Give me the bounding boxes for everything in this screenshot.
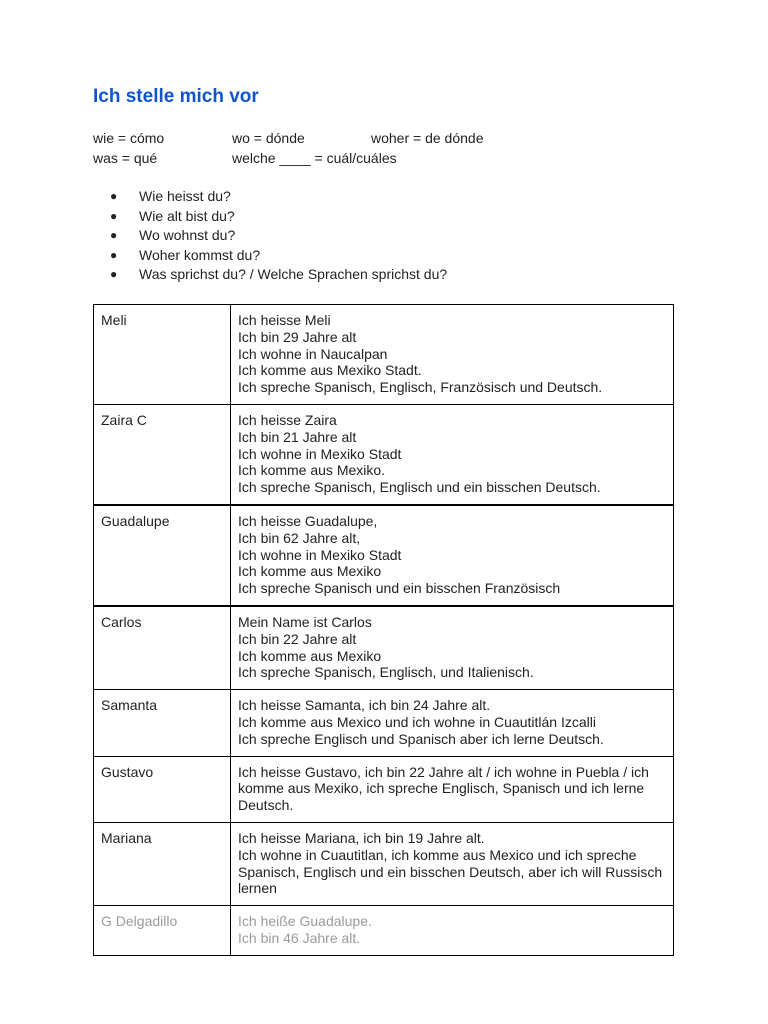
intro-line: Ich spreche Spanisch, Englisch, Französisch und Deutsch. <box>238 379 603 396</box>
person-intro <box>231 505 674 606</box>
person-name: Samanta <box>94 690 231 756</box>
intro-line: Ich wohne in Naucalpan <box>238 345 388 362</box>
intro-line: Ich komme aus Mexico und ich wohne in Cuautitlán Izcalli <box>238 713 596 730</box>
intro-line: Ich bin 22 Jahre alt <box>238 630 357 647</box>
intro-line: Ich komme aus Mexiko. <box>238 462 386 479</box>
bullet-icon: ● <box>110 267 118 281</box>
table-row <box>94 505 674 606</box>
question-text: Wie alt bist du? <box>139 207 235 224</box>
intro-line: Ich wohne in Mexiko Stadt <box>238 445 402 462</box>
intro-line: Ich heisse Meli <box>238 312 331 328</box>
intro-line: Ich bin 21 Jahre alt <box>238 428 357 445</box>
intro-line: Ich heiße Guadalupe. <box>238 913 372 930</box>
bullet-icon: ● <box>110 247 118 262</box>
person-intro <box>231 822 674 905</box>
intro-line: Mein Name ist Carlos <box>238 613 372 630</box>
table-row <box>94 305 674 405</box>
intro-line: Ich spreche Englisch und Spanisch aber ich lerne Deutsch. <box>238 730 604 747</box>
table-row <box>94 404 674 504</box>
question-item <box>110 265 447 285</box>
person-intro <box>231 756 674 822</box>
page-title: Ich stelle mich vor <box>93 86 259 107</box>
person-name: Zaira C <box>94 404 231 504</box>
bullet-icon: ● <box>110 189 118 203</box>
vocab-wo: wo = dónde <box>232 130 305 146</box>
question-text: Wo wohnst du? <box>139 227 236 243</box>
person-name: G Delgadillo <box>94 906 231 956</box>
person-intro <box>231 906 674 956</box>
intro-line: Ich heisse Mariana, ich bin 19 Jahre alt. <box>238 829 485 846</box>
intro-line: Ich heisse Guadalupe, <box>238 512 378 529</box>
intro-line: Ich komme aus Mexiko <box>238 647 382 664</box>
question-item <box>110 246 447 266</box>
intro-line: Ich heisse Samanta, ich bin 24 Jahre alt. <box>238 697 491 714</box>
bullet-icon: ● <box>110 208 118 223</box>
person-name: Guadalupe <box>94 505 231 606</box>
person-intro <box>231 305 674 405</box>
person-name: Gustavo <box>94 756 231 822</box>
person-intro <box>231 404 674 504</box>
vocab-welche: welche ____ = cuál/cuáles <box>232 150 397 166</box>
intro-line: Ich spreche Spanisch, Englisch, und Italienisch. <box>238 664 534 681</box>
person-intro <box>231 606 674 690</box>
table-row <box>94 690 674 756</box>
person-name: Carlos <box>94 606 231 690</box>
intro-line: Ich bin 46 Jahre alt. <box>238 929 361 946</box>
table-row <box>94 606 674 690</box>
table-row <box>94 822 674 905</box>
intro-line: Ich komme aus Mexiko Stadt. <box>238 362 422 379</box>
question-text: Was sprichst du? / Welche Sprachen sprichst du? <box>139 266 448 282</box>
person-name: Meli <box>94 305 231 405</box>
introductions-table <box>93 304 674 956</box>
intro-line: Ich bin 62 Jahre alt, <box>238 529 361 546</box>
vocab-wie: wie = cómo <box>93 130 165 146</box>
intro-line: Ich spreche Spanisch und ein bisschen Französisch <box>238 580 561 597</box>
vocab-woher: woher = de dónde <box>371 130 484 146</box>
question-item <box>110 207 447 227</box>
question-list <box>110 187 447 285</box>
intro-line: Ich heisse Zaira <box>238 411 337 428</box>
person-name: Mariana <box>94 822 231 905</box>
question-item <box>110 226 447 246</box>
bullet-icon: ● <box>110 228 118 242</box>
vocab-was: was = qué <box>93 150 158 166</box>
intro-paragraph: Ich wohne in Cuautitlan, ich komme aus Mexico und ich spreche Spanisch, Englisch und ein bisschen Deutsch, aber ich will Russisch lernen <box>238 846 663 897</box>
person-intro <box>231 690 674 756</box>
table-row <box>94 906 674 956</box>
table-row <box>94 756 674 822</box>
intro-line: Ich spreche Spanisch, Englisch und ein bisschen Deutsch. <box>238 479 601 496</box>
intro-line: Ich komme aus Mexiko <box>238 563 382 580</box>
question-text: Woher kommst du? <box>139 246 261 263</box>
question-text: Wie heisst du? <box>139 188 231 204</box>
intro-line: Ich bin 29 Jahre alt <box>238 328 357 345</box>
question-item <box>110 187 447 207</box>
intro-line: Ich wohne in Mexiko Stadt <box>238 546 402 563</box>
intro-paragraph: Ich heisse Gustavo, ich bin 22 Jahre alt / ich wohne in Puebla / ich komme aus Mexiko, ich spreche Englisch, Spanisch und ich lerne Deutsch. <box>238 763 649 814</box>
